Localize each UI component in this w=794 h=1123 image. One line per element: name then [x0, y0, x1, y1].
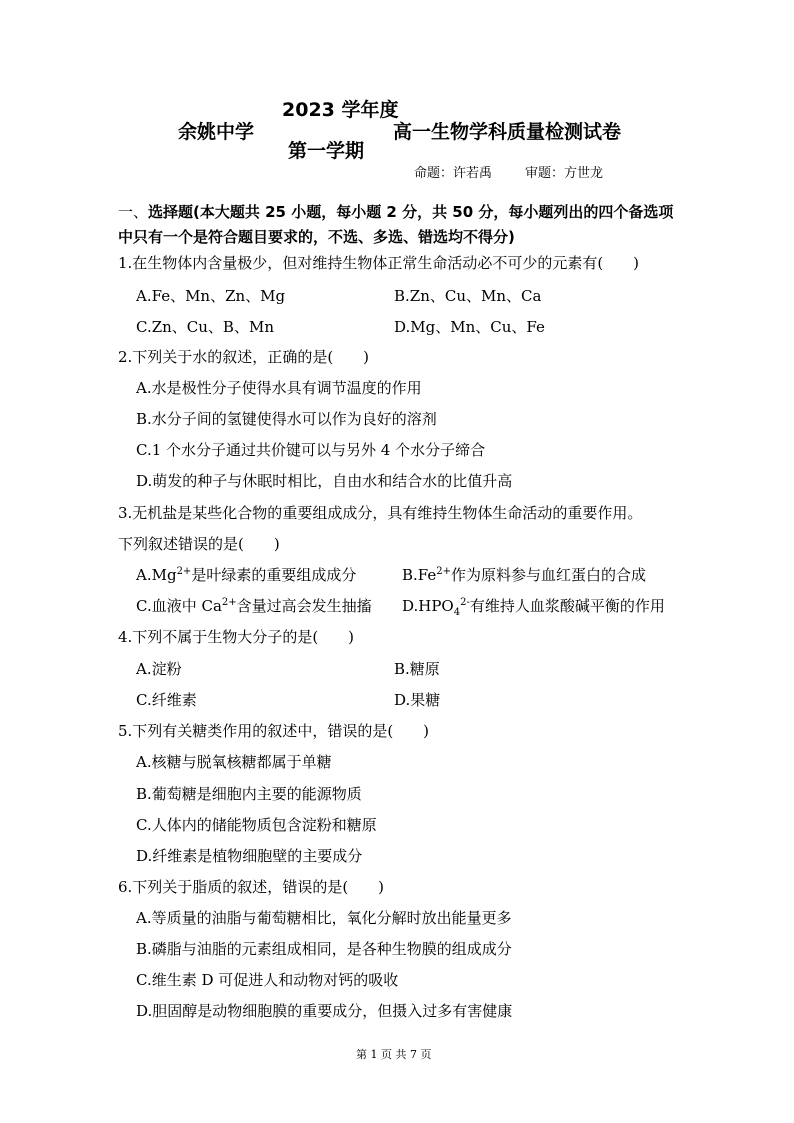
- q2-option-d: D.萌发的种子与休眠时相比，自由水和结合水的比值升高: [136, 472, 513, 490]
- section-description: (本大题共 25 小题，每小题 2 分，共 50 分，每小题列出的四个备选项中只有一个是符合题目要求的，不选、多选、错选均不得分): [118, 203, 674, 246]
- author-credit: 命题：许若禹: [414, 166, 493, 181]
- section-prefix: 一、: [118, 203, 149, 221]
- section-heading: [118, 200, 678, 250]
- question-4-stem: 4.下列不属于生物大分子的是( ): [118, 628, 355, 646]
- q3-a-charge: 2+: [176, 566, 192, 577]
- q3-d-rest: 有维持人血浆酸碱平衡的作用: [469, 597, 665, 615]
- q3-option-a: [136, 564, 356, 585]
- question-3-stem-continued: 下列叙述错误的是( ): [118, 535, 280, 553]
- q5-option-a: A.核糖与脱氧核糖都属于单糖: [136, 753, 332, 771]
- q3-a-rest: 是叶绿素的重要组成成分: [191, 566, 357, 584]
- q6-option-d: D.胆固醇是动物细胞膜的重要成分，但摄入过多有害健康: [136, 1002, 513, 1020]
- q2-option-a: A.水是极性分子使得水具有调节温度的作用: [136, 379, 422, 397]
- term: 第一学期: [288, 140, 365, 162]
- q3-d-text: D.HPO: [402, 597, 454, 615]
- question-6-stem: 6.下列关于脂质的叙述，错误的是( ): [118, 878, 385, 896]
- q3-a-text: A.Mg: [136, 566, 177, 584]
- reviewer-credit: 审题：方世龙: [525, 166, 604, 181]
- q1-option-d: D.Mg、Mn、Cu、Fe: [394, 318, 545, 336]
- question-5-stem: 5.下列有关糖类作用的叙述中，错误的是( ): [118, 722, 430, 740]
- question-2-stem: 2.下列关于水的叙述，正确的是( ): [118, 348, 370, 366]
- exam-title: 高一生物学科质量检测试卷: [393, 121, 622, 143]
- page-footer: 第 1 页 共 7 页: [356, 1048, 432, 1061]
- q3-c-charge: 2+: [221, 597, 237, 608]
- q3-b-rest: 作为原料参与血红蛋白的合成: [451, 566, 647, 584]
- academic-year: 2023 学年度: [282, 99, 399, 121]
- q3-option-c: [136, 595, 372, 616]
- q6-option-c: C.维生素 D 可促进人和动物对钙的吸收: [136, 971, 399, 989]
- q5-option-b: B.葡萄糖是细胞内主要的能源物质: [136, 785, 362, 803]
- q3-c-text: C.血液中 Ca: [136, 597, 222, 615]
- q4-option-a: A.淀粉: [136, 660, 182, 678]
- section-name: 选择题: [148, 203, 194, 221]
- q3-b-charge: 2+: [436, 566, 452, 577]
- q5-option-d: D.纤维素是植物细胞壁的主要成分: [136, 847, 363, 865]
- q4-option-b: B.糖原: [394, 660, 440, 678]
- q5-option-c: C.人体内的储能物质包含淀粉和糖原: [136, 816, 377, 834]
- q2-option-b: B.水分子间的氢键使得水可以作为良好的溶剂: [136, 410, 437, 428]
- q6-option-b: B.磷脂与油脂的元素组成相同，是各种生物膜的组成成分: [136, 940, 512, 958]
- q6-option-a: A.等质量的油脂与葡萄糖相比，氧化分解时放出能量更多: [136, 909, 512, 927]
- q3-d-subscript: 4: [453, 607, 461, 618]
- q3-option-d: [402, 595, 665, 618]
- question-1-stem: 1.在生物体内含量极少，但对维持生物体正常生命活动必不可少的元素有( ): [118, 254, 640, 272]
- q4-option-c: C.纤维素: [136, 691, 197, 709]
- q1-option-b: B.Zn、Cu、Mn、Ca: [394, 287, 542, 305]
- question-3-stem: 3.无机盐是某些化合物的重要组成成分，具有维持生物体生命活动的重要作用。: [118, 504, 643, 522]
- q1-option-c: C.Zn、Cu、B、Mn: [136, 318, 274, 336]
- q1-option-a: A.Fe、Mn、Zn、Mg: [136, 287, 286, 305]
- q3-d-charge: 2-: [460, 597, 470, 608]
- school-name: 余姚中学: [178, 121, 255, 143]
- q3-c-rest: 含量过高会发生抽搐: [236, 597, 372, 615]
- q3-option-b: [402, 564, 646, 585]
- q2-option-c: C.1 个水分子通过共价键可以与另外 4 个水分子缔合: [136, 441, 486, 459]
- q3-b-text: B.Fe: [402, 566, 437, 584]
- q4-option-d: D.果糖: [394, 691, 441, 709]
